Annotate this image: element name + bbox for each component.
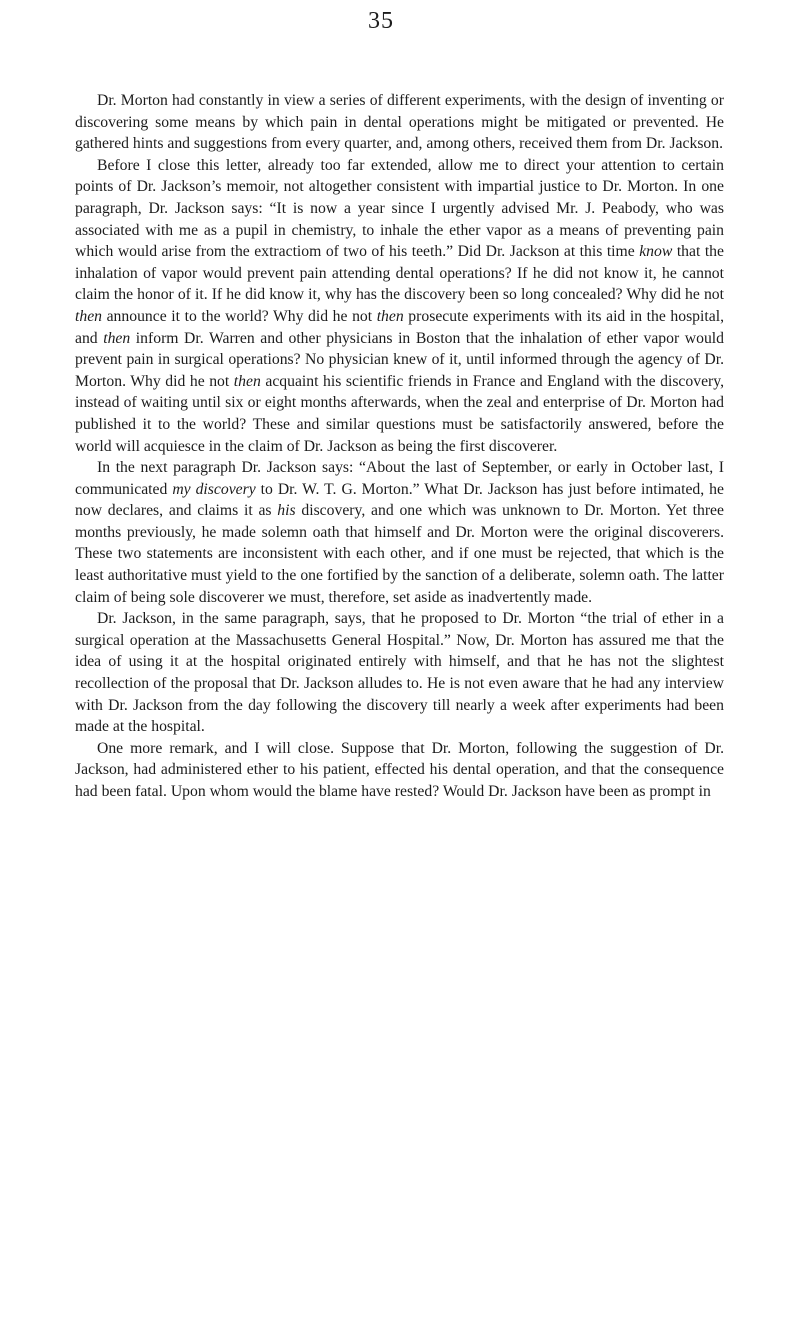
italic-text: his <box>277 502 296 520</box>
italic-text: then <box>376 307 404 325</box>
paragraph-1 <box>75 90 724 155</box>
paragraph-2 <box>75 155 724 457</box>
text-run: to Dr. W. T. G. Morton.” What Dr. Jackson has just before intimated, he now declares, and claims it as <box>75 480 724 520</box>
italic-text: my discovery <box>172 480 256 498</box>
italic-text: then <box>103 329 131 347</box>
text-run: acquaint his scientific friends in France and England with the discovery, instead of waiting until six or eight months afterwards, when the zeal and enterprise of Dr. Morton had published it to the world? These and similar questions must be satisfactorily answered, before the world will acquiesce in the claim of Dr. Jackson as being the first discoverer. <box>75 372 725 455</box>
paragraph-3 <box>75 457 724 608</box>
text-run: that the inhalation of vapor would prevent pain attending dental operations? If he did not know it, he cannot claim the honor of it. If he did know it, why has the discovery been so long concealed? Why did he not <box>75 243 724 304</box>
text-run: One more remark, and I will close. Suppose that Dr. Morton, following the suggestion of Dr. Jackson, had administered ether to his patient, effected his dental operation, and that the consequence had been fatal. Upon whom would the blame have rested? Would Dr. Jackson have been as prompt in <box>75 739 724 800</box>
page-number: 35 <box>368 8 394 34</box>
text-run: inform Dr. Warren and other physicians in Boston that the inhalation of ether vapor would prevent pain in surgical operations? No physician knew of it, until informed through the agency of Dr. Morton. Why did he not <box>75 329 724 390</box>
italic-text: then <box>75 307 103 325</box>
italic-text: then <box>233 372 261 390</box>
text-run: In the next paragraph Dr. Jackson says: “About the last of September, or early in October last, I communicated <box>75 459 724 498</box>
text-run: Before I close this letter, already too far extended, allow me to direct your attention to certain points of Dr. Jackson’s memoir, not altogether consistent with impartial justice to Dr. Morton. In one paragraph, Dr. Jackson says: “It is now a year since I urgently advised Mr. J. Peabody, who was associated with me as a pupil in chemistry, to inhale the ether vapor as a means of preventing pain which would arise from the extractiom of two of his teeth.” Did Dr. Jackson at this time <box>75 156 724 261</box>
paragraph-4 <box>75 608 724 738</box>
text-run: discovery, and one which was unknown to Dr. Morton. Yet three months previously, he made solemn oath that himself and Dr. Morton were the original discoverers. These two statements are inconsistent with each other, and if one must be rejected, that which is the least authoritative must yield to the one fortified by the sanction of a deliberate, solemn oath. The latter claim of being sole discoverer we must, therefore, set aside as inadvertently made. <box>75 502 724 606</box>
italic-text: know <box>639 243 673 261</box>
text-run: prosecute experiments with its aid in the hospital, and <box>75 307 724 347</box>
text-run: Dr. Morton had constantly in view a series of different experiments, with the design of inventing or discovering some means by which pain in dental operations might be mitigated or prevented. He gathered hints and suggestions from every quarter, and, among others, received them from Dr. Jackson. <box>75 92 724 153</box>
text-run: announce it to the world? Why did he not <box>102 307 377 325</box>
text-body <box>75 90 724 803</box>
paragraph-5 <box>75 738 724 803</box>
text-run: Dr. Jackson, in the same paragraph, says, that he proposed to Dr. Morton “the trial of ether in a surgical operation at the Massachusetts General Hospital.” Now, Dr. Morton has assured me that the idea of using it at the hospital originated entirely with himself, and that he has not the slightest recollection of the proposal that Dr. Jackson alludes to. He is not even aware that he had any interview with Dr. Jackson from the day following the discovery till nearly a week after experiments had been made at the hospital. <box>75 610 724 736</box>
